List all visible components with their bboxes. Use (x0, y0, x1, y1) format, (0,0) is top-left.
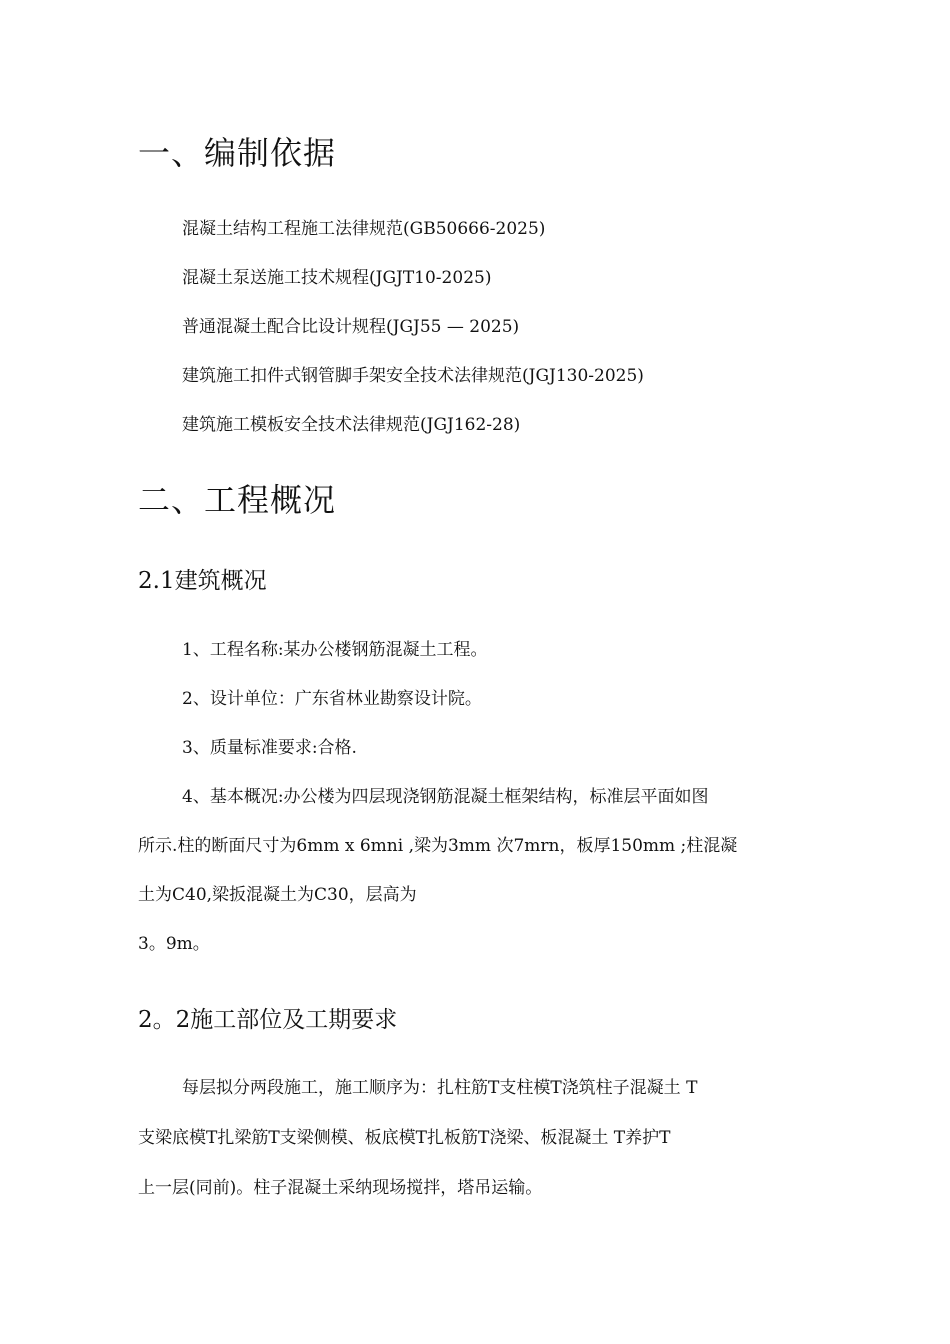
schedule-paragraph-line: 上一层(同前)。柱子混凝土采纳现场搅拌，塔吊运输。 (138, 1178, 543, 1198)
schedule-paragraph-line: 每层拟分两段施工，施工顺序为：扎柱筋T支柱模T浇筑柱子混凝土 T (182, 1078, 698, 1098)
schedule-paragraph-line: 支梁底模T扎梁筋T支梁侧模、板底模T扎板筋T浇梁、板混凝土 T养护T (138, 1128, 671, 1148)
overview-item: 1、工程名称:某办公楼钢筋混凝土工程。 (182, 640, 488, 660)
overview-item: 2、设计单位：广东省林业勘察设计院。 (182, 689, 482, 709)
overview-paragraph-line: 所示.柱的断面尺寸为6mm x 6mni ,梁为3mm 次7mrn，板厚150mm ;柱混凝 (138, 836, 738, 856)
section-heading-basis: 一、编制依据 (138, 134, 337, 172)
reference-item: 普通混凝土配合比设计规程(JGJ55 — 2025) (182, 317, 520, 337)
reference-item: 混凝土结构工程施工法律规范(GB50666-2025) (182, 219, 546, 239)
reference-item: 建筑施工扣件式钢管脚手架安全技术法律规范(JGJ130-2025) (182, 366, 644, 386)
overview-paragraph-line: 3。9m。 (138, 934, 210, 954)
reference-item: 混凝土泵送施工技术规程(JGJT10-2025) (182, 268, 492, 288)
overview-item: 3、质量标准要求:合格. (182, 738, 357, 758)
overview-paragraph-line: 土为C40,梁扳混凝土为C30，层高为 (138, 885, 417, 905)
overview-paragraph-line: 4、基本概况:办公楼为四层现浇钢筋混凝土框架结构，标准层平面如图 (182, 787, 709, 807)
section-heading-overview: 二、工程概况 (138, 481, 337, 519)
reference-item: 建筑施工模板安全技术法律规范(JGJ162-28) (182, 415, 521, 435)
subsection-heading-building: 2.1建筑概况 (138, 568, 267, 594)
subsection-heading-schedule: 2。2施工部位及工期要求 (138, 1007, 398, 1033)
